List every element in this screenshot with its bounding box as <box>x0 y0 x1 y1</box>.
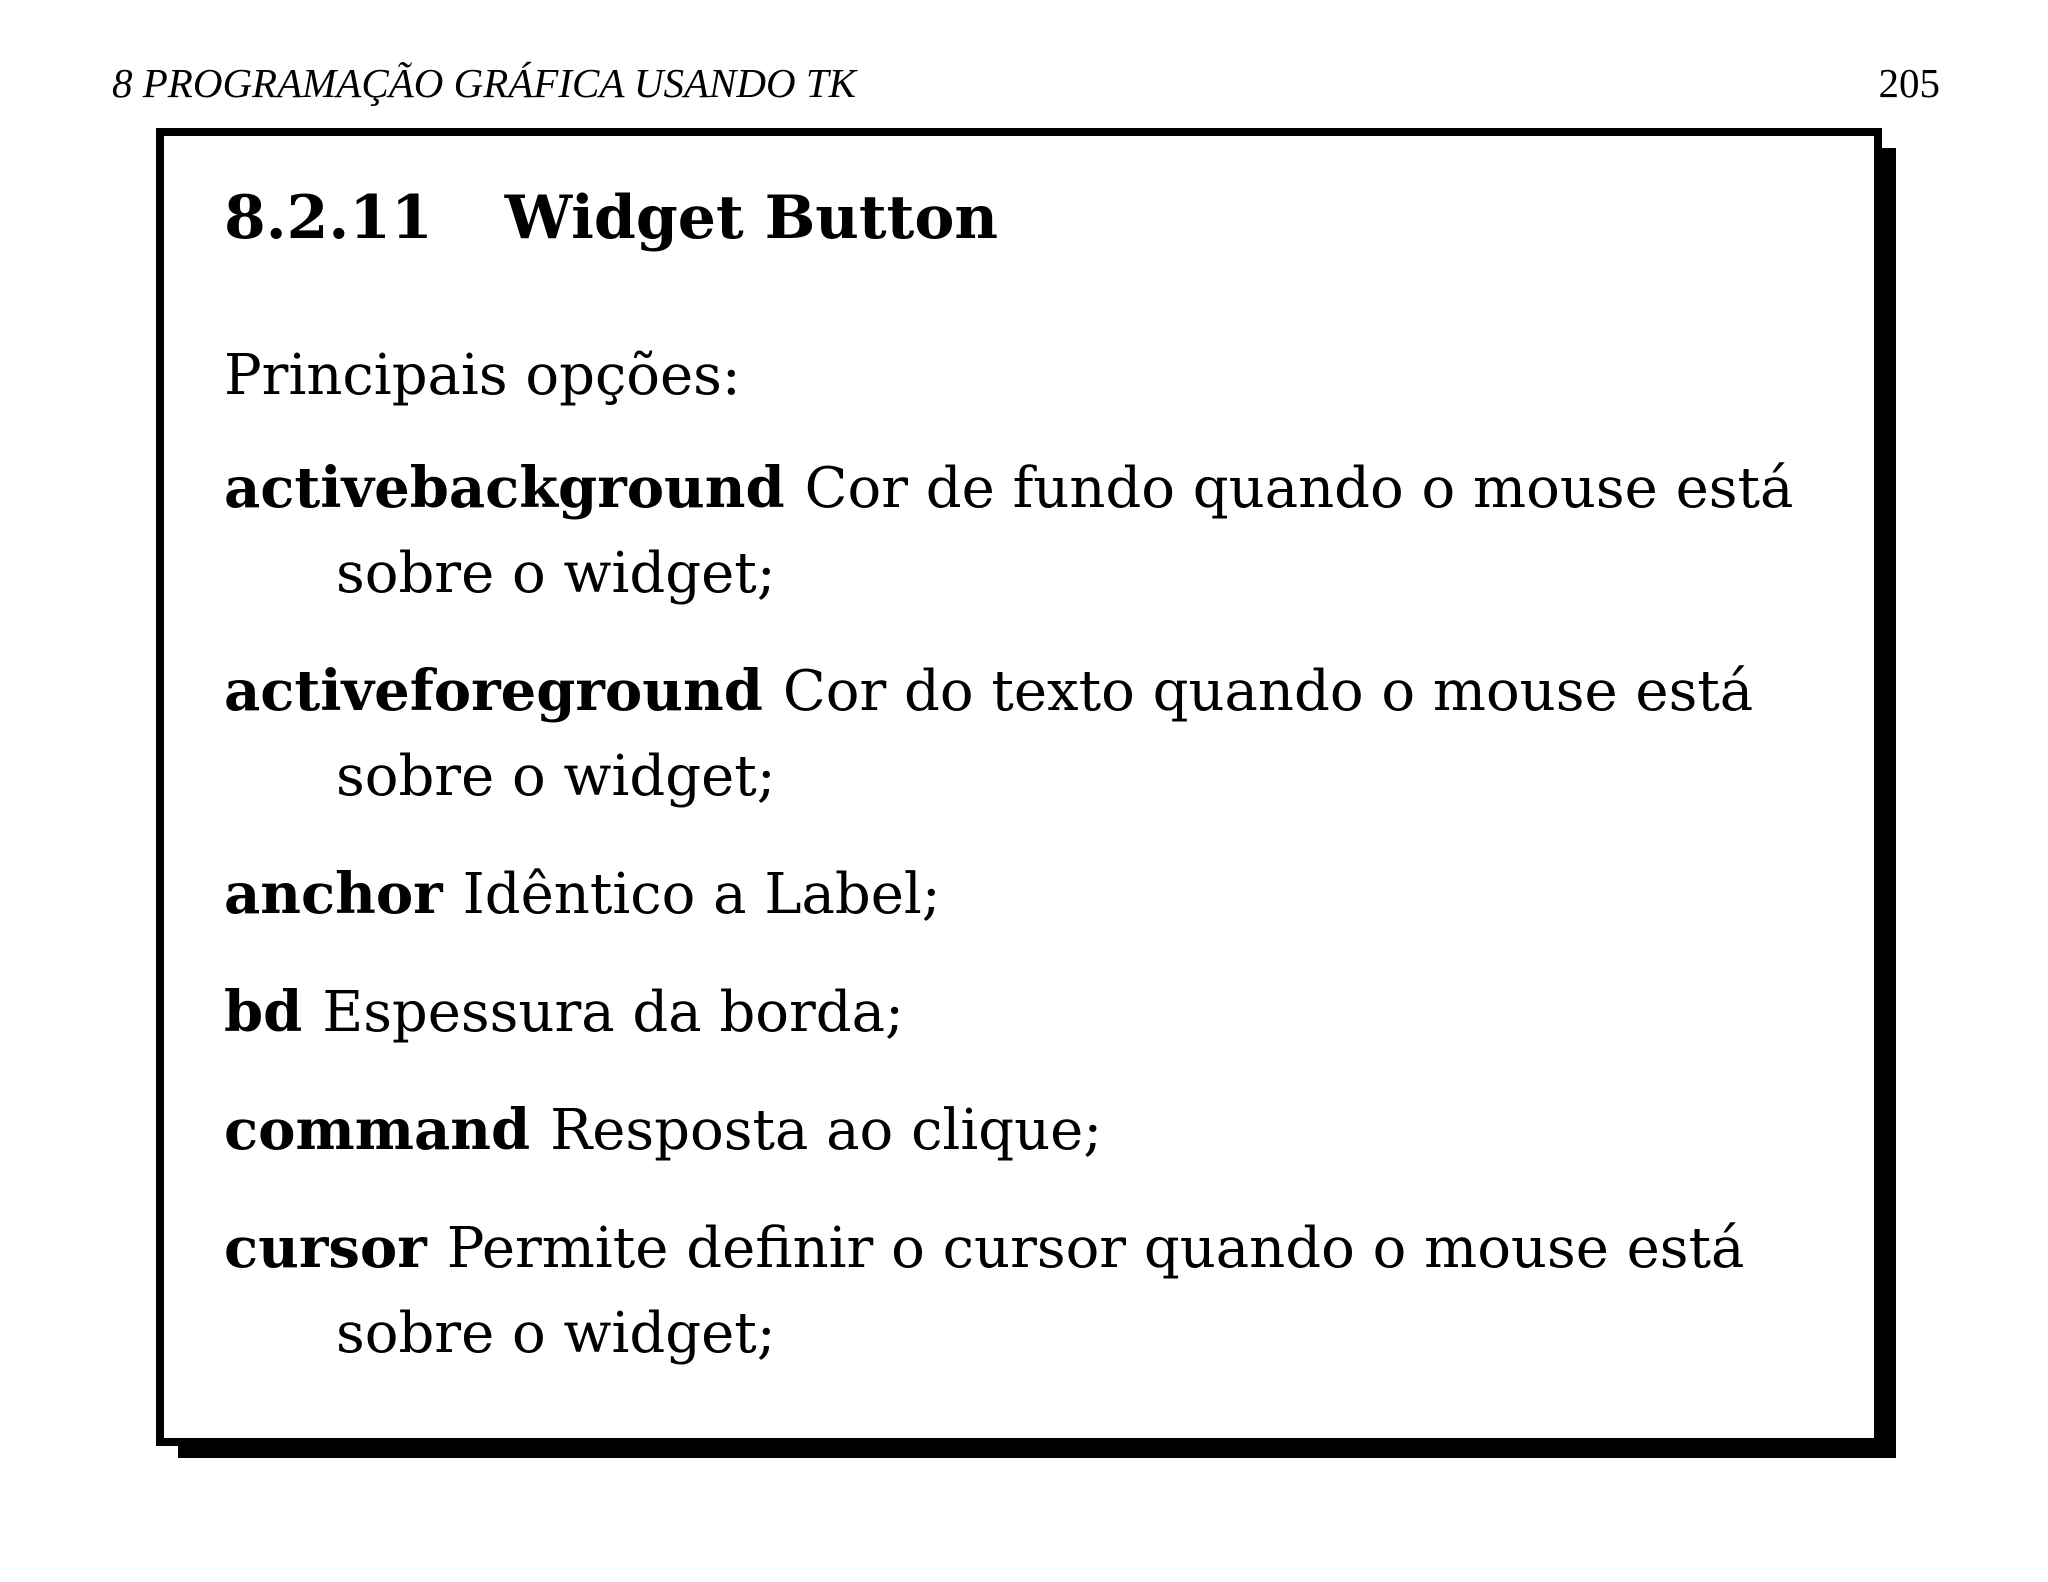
option-description: Cor de fundo quando o mouse está sobre o widget; <box>336 456 1794 606</box>
option-name: activebackground <box>224 455 785 521</box>
option-description: Resposta ao clique; <box>550 1098 1103 1163</box>
intro-text: Principais opções: <box>224 343 741 408</box>
section-title: Widget Button <box>504 183 998 253</box>
option-item <box>224 1088 1804 1173</box>
option-item <box>224 649 1804 819</box>
option-name: anchor <box>224 861 443 927</box>
slide-frame <box>156 128 1882 1446</box>
section-number: 8.2.11 <box>224 183 433 253</box>
option-description: Espessura da borda; <box>322 980 904 1045</box>
section-heading <box>224 178 998 258</box>
option-name: bd <box>224 979 303 1045</box>
option-item <box>224 852 1804 937</box>
option-item <box>224 1206 1804 1376</box>
option-description: Idêntico a Label; <box>462 862 941 927</box>
option-name: activeforeground <box>224 658 763 724</box>
option-description: Permite definir o cursor quando o mouse está sobre o widget; <box>336 1216 1745 1366</box>
option-item <box>224 446 1804 616</box>
running-header <box>112 58 1940 108</box>
page-number: 205 <box>1878 60 1940 106</box>
option-item <box>224 970 1804 1055</box>
option-name: command <box>224 1097 531 1163</box>
option-description: Cor do texto quando o mouse está sobre o widget; <box>336 659 1754 809</box>
option-name: cursor <box>224 1215 427 1281</box>
options-list <box>224 446 1804 1409</box>
chapter-title: 8 PROGRAMAÇÃO GRÁFICA USANDO TK <box>112 60 857 106</box>
